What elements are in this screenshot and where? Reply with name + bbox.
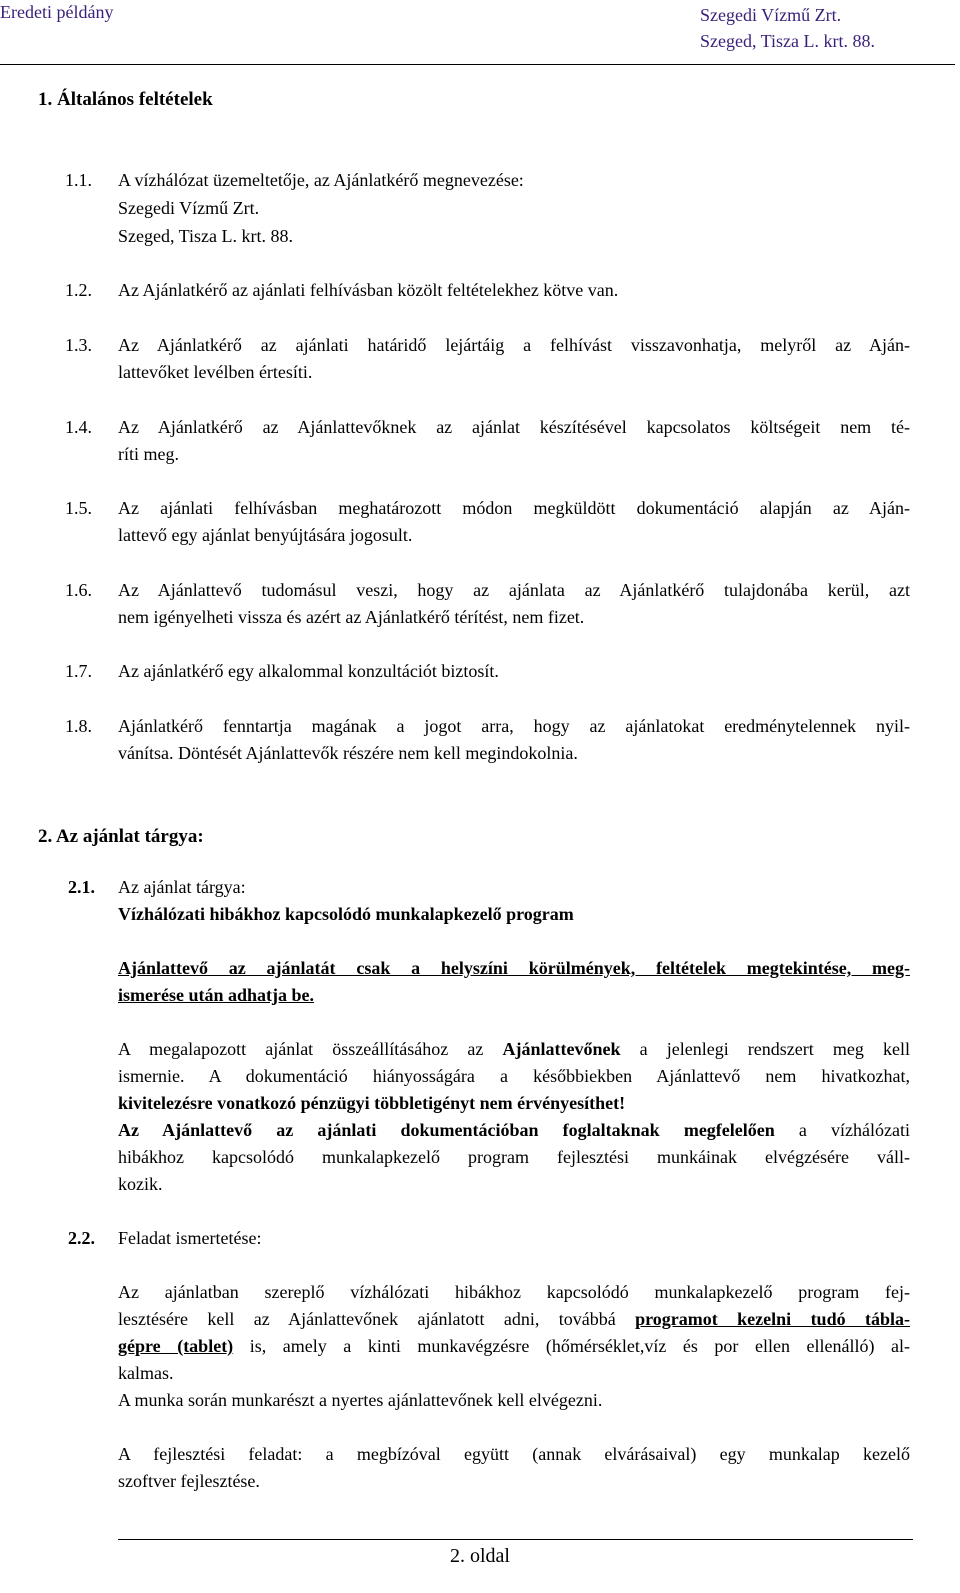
subsection-label: Az ajánlat tárgya: <box>118 877 246 897</box>
subsection-number: 2.1. <box>68 877 95 897</box>
paragraph-line: szoftver fejlesztése. <box>118 1471 260 1491</box>
site-visit-notice: ismerése után adhatja be. <box>118 985 314 1005</box>
section-1-title: 1. Általános feltételek <box>38 89 213 110</box>
paragraph-line: kozik. <box>118 1174 163 1194</box>
footer-divider <box>118 1539 913 1540</box>
paragraph-line <box>118 1120 910 1141</box>
text-span: lesztésére kell az Ajánlattevőnek ajánlatott adni, továbbá <box>118 1309 636 1329</box>
text-span-bold-underline: gépre (tablet) <box>118 1336 234 1356</box>
header-company-address: Szeged, Tisza L. krt. 88. <box>700 31 875 51</box>
item-text: Az ajánlati felhívásban meghatározott módon megküldött dokumentáció alapján az Aján- <box>118 498 910 518</box>
item-text: Az Ajánlatkérő az ajánlati határidő lejártáig a felhívást visszavonhatja, melyről az Aján- <box>118 335 910 355</box>
item-text: ríti meg. <box>118 444 179 464</box>
paragraph-line: hibákhoz kapcsolódó munkalapkezelő program fejlesztési munkáinak elvégzésére váll- <box>118 1147 910 1167</box>
item-number: 1.1. <box>65 170 92 190</box>
item-number: 1.6. <box>65 580 92 600</box>
text-span: A megalapozott ajánlat összeállításához az <box>118 1039 503 1059</box>
header-doc-status: Eredeti példány <box>0 2 114 22</box>
paragraph-line: A munka során munkarészt a nyertes ajánlattevőnek kell elvégezni. <box>118 1390 603 1410</box>
text-span: a jelenlegi rendszert meg kell <box>620 1039 910 1059</box>
paragraph-line <box>118 1309 910 1330</box>
subsection-label: Feladat ismertetése: <box>118 1228 262 1248</box>
item-text: Az Ajánlatkérő az ajánlati felhívásban közölt feltételekhez kötve van. <box>118 280 619 300</box>
item-number: 1.5. <box>65 498 92 518</box>
paragraph-line: kalmas. <box>118 1363 174 1383</box>
paragraph-line: Az ajánlatban szereplő vízhálózati hibákhoz kapcsolódó munkalapkezelő program fej- <box>118 1282 910 1302</box>
item-number: 1.8. <box>65 716 92 736</box>
header-divider <box>0 64 955 65</box>
text-span-bold: Az Ajánlattevő az ajánlati dokumentációban foglaltaknak megfelelően <box>118 1120 775 1140</box>
site-visit-notice: Ajánlattevő az ajánlatát csak a helyszíni körülmények, feltételek megtekintése, meg- <box>118 958 910 978</box>
header-company <box>700 2 875 54</box>
item-text: Az ajánlatkérő egy alkalommal konzultációt biztosít. <box>118 661 499 681</box>
item-text: vánítsa. Döntését Ajánlattevők részére nem kell megindokolnia. <box>118 743 578 763</box>
item-text: Az Ajánlatkérő az Ajánlattevőknek az ajánlat készítésével kapcsolatos költségeit nem té- <box>118 417 910 437</box>
text-span-bold-underline: programot kezelni tudó tábla- <box>635 1309 910 1329</box>
subsection-number: 2.2. <box>68 1228 95 1248</box>
header-company-name: Szegedi Vízmű Zrt. <box>700 5 842 25</box>
item-text: nem igényelheti vissza és azért az Ajánlatkérő térítést, nem fizet. <box>118 607 585 627</box>
paragraph-line <box>118 1336 910 1357</box>
page-number: 2. oldal <box>450 1545 510 1567</box>
item-number: 1.4. <box>65 417 92 437</box>
item-text: lattevő egy ajánlat benyújtására jogosult. <box>118 525 413 545</box>
item-text: A vízhálózat üzemeltetője, az Ajánlatkérő megnevezése: <box>118 170 524 190</box>
item-number: 1.2. <box>65 280 92 300</box>
section-2-title: 2. Az ajánlat tárgya: <box>38 826 204 847</box>
text-span: a vízhálózati <box>774 1120 910 1140</box>
item-number: 1.7. <box>65 661 92 681</box>
text-span-bold: Ajánlattevőnek <box>502 1039 621 1059</box>
paragraph-line-bold: kivitelezésre vonatkozó pénzügyi többletigényt nem érvényesíthet! <box>118 1093 626 1113</box>
paragraph-line: A fejlesztési feladat: a megbízóval együtt (annak elvárásaival) egy munkalap kezelő <box>118 1444 910 1464</box>
paragraph-line: ismernie. A dokumentáció hiányosságára a későbbiekben Ajánlattevő nem hivatkozhat, <box>118 1066 910 1086</box>
item-number: 1.3. <box>65 335 92 355</box>
item-text: Ajánlatkérő fenntartja magának a jogot arra, hogy az ajánlatokat eredménytelennek nyil- <box>118 716 910 736</box>
item-text: Szegedi Vízmű Zrt. <box>118 198 260 218</box>
item-text: Az Ajánlattevő tudomásul veszi, hogy az ajánlata az Ajánlatkérő tulajdonába kerül, azt <box>118 580 910 600</box>
item-text: lattevőket levélben értesíti. <box>118 362 313 382</box>
text-span: is, amely a kinti munkavégzésre (hőmérséklet,víz és por ellen ellenálló) al- <box>233 1336 910 1356</box>
offer-subject: Vízhálózati hibákhoz kapcsolódó munkalapkezelő program <box>118 904 574 924</box>
item-text: Szeged, Tisza L. krt. 88. <box>118 226 293 246</box>
paragraph-line <box>118 1039 910 1060</box>
